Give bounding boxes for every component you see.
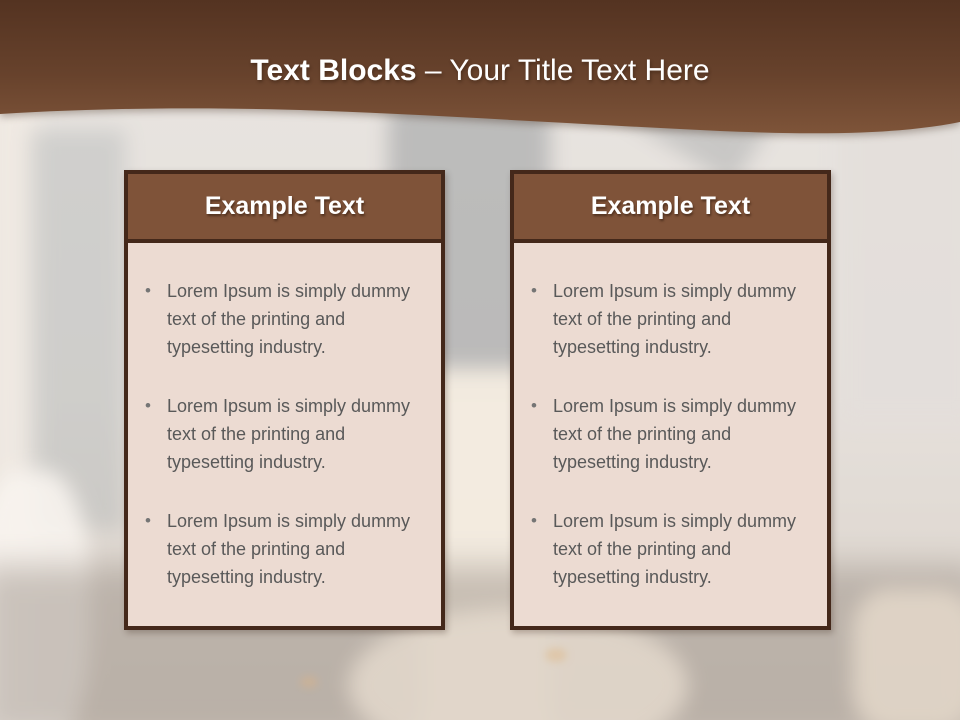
card-2-header: Example Text bbox=[514, 174, 827, 243]
list-item bbox=[143, 277, 417, 361]
list-item bbox=[529, 392, 803, 476]
bullet-icon: • bbox=[531, 281, 537, 300]
bullet-text: Lorem Ipsum is simply dummy text of the printing and typesetting industry. bbox=[167, 281, 411, 357]
bullet-text: Lorem Ipsum is simply dummy text of the printing and typesetting industry. bbox=[553, 511, 797, 587]
bullet-text: Lorem Ipsum is simply dummy text of the printing and typesetting industry. bbox=[167, 511, 411, 587]
bullet-text: Lorem Ipsum is simply dummy text of the printing and typesetting industry. bbox=[167, 396, 411, 472]
text-block-card-1 bbox=[124, 170, 445, 630]
card-2-body bbox=[514, 243, 827, 591]
bullet-icon: • bbox=[145, 281, 151, 300]
list-item bbox=[529, 277, 803, 361]
card-1-body bbox=[128, 243, 441, 591]
bullet-icon: • bbox=[145, 396, 151, 415]
card-1-header: Example Text bbox=[128, 174, 441, 243]
list-item bbox=[529, 507, 803, 591]
slide-title-rest: – Your Title Text Here bbox=[416, 54, 710, 87]
slide-title bbox=[0, 52, 960, 90]
list-item bbox=[143, 507, 417, 591]
text-block-card-2 bbox=[510, 170, 831, 630]
bullet-icon: • bbox=[145, 511, 151, 530]
bullet-icon: • bbox=[531, 396, 537, 415]
slide-title-bold: Text Blocks bbox=[250, 54, 417, 87]
bullet-text: Lorem Ipsum is simply dummy text of the printing and typesetting industry. bbox=[553, 396, 797, 472]
bullet-icon: • bbox=[531, 511, 537, 530]
bullet-text: Lorem Ipsum is simply dummy text of the printing and typesetting industry. bbox=[553, 281, 797, 357]
list-item bbox=[143, 392, 417, 476]
